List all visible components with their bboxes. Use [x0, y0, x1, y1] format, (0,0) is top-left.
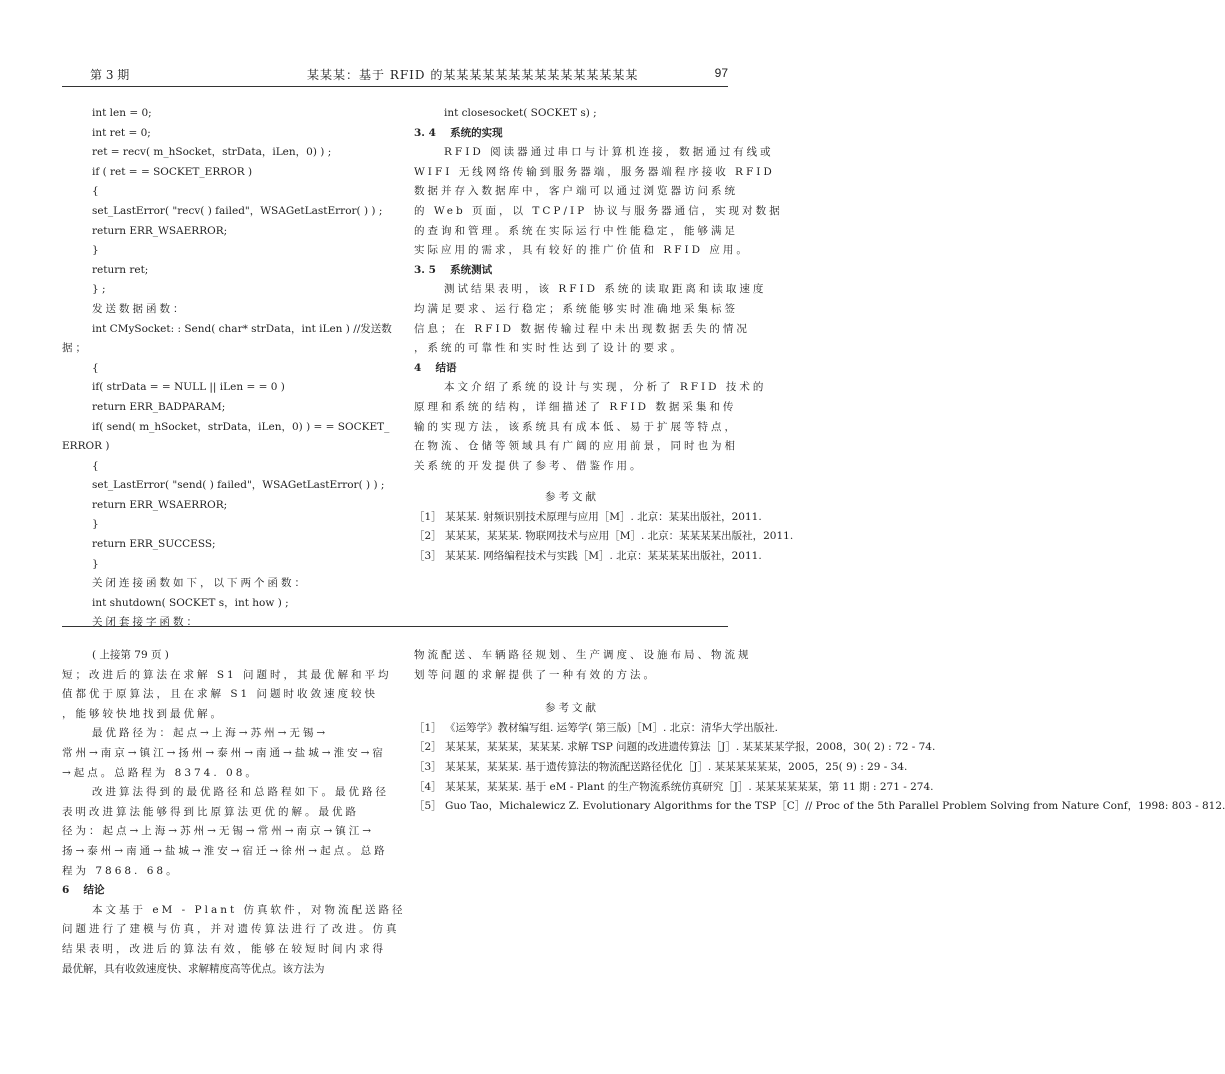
text-line: { — [92, 459, 99, 472]
text-line: set_LastError( "recv( ) failed"，WSAGetLastError( ) ) ; — [92, 204, 383, 217]
text-line: 短；改进后的算法在求解 S1 问题时，其最优解和平均 — [62, 668, 392, 681]
reference-item: ［5］ Guo Tao，Michalewicz Z. Evolutionary Algorithms for the TSP［C］// Proc of the 5th Parallel Problem Solving from Nature Conf，1998: 803 - 812. — [414, 800, 1225, 813]
text-line: 3. 5 系统测试 — [414, 263, 493, 276]
header-rule — [62, 86, 728, 87]
text-line: 表明改进算法能够得到比原算法更优的解。最优路 — [62, 805, 359, 818]
text-line: if( strData = = NULL || iLen = = 0 ) — [92, 381, 285, 394]
running-title: 某某某：基于 RFID 的某某某某某某某某某某某某某某某 — [307, 68, 639, 82]
text-line: 关闭套接字函数： — [92, 616, 200, 629]
text-line: 输的实现方法，该系统具有成本低、易于扩展等特点， — [414, 420, 738, 433]
text-line: 最优路径为：起点→上海→苏州→无锡→ — [92, 727, 329, 740]
text-line: 划等问题的求解提供了一种有效的方法。 — [414, 668, 657, 681]
text-line: ，系统的可靠性和实时性达到了设计的要求。 — [414, 342, 684, 355]
text-line: 关系统的开发提供了参考、借鉴作用。 — [414, 459, 644, 472]
text-line: 据； — [62, 342, 89, 355]
text-line: return ERR_BADPARAM; — [92, 400, 226, 413]
text-line: 3. 4 系统的实现 — [414, 126, 503, 139]
text-line: int closesocket( SOCKET s) ; — [444, 107, 597, 119]
text-line: 的 Web 页面，以 TCP/IP 协议与服务器通信，实现对数据 — [414, 204, 783, 217]
text-line: 发送数据函数： — [92, 302, 187, 315]
text-line: return ERR_SUCCESS; — [92, 538, 216, 551]
lower-left-column — [62, 646, 406, 979]
text-line: { — [92, 361, 99, 374]
reference-item: ［2］ 某某某，某某某，某某某. 求解 TSP 问题的改进遗传算法［J］. 某某某某学报，2008，30( 2) : 72 - 74. — [414, 741, 936, 754]
text-line: return ret; — [92, 263, 149, 276]
text-line: ERROR ) — [62, 440, 110, 453]
text-line: 最优解，具有收敛速度快、求解精度高等优点。该方法为 — [62, 962, 325, 975]
text-line: 物流配送、车辆路径规划、生产调度、设施布局、物流规 — [414, 649, 752, 661]
text-line: 常州→南京→镇江→扬州→泰州→南通→盐城→淮安→宿 — [62, 746, 386, 759]
text-line: if ( ret = = SOCKET_ERROR ) — [92, 165, 253, 178]
text-line: 在物流、仓储等领域具有广阔的应用前景，同时也为相 — [414, 440, 738, 453]
text-line: } ; — [92, 283, 106, 296]
text-line: WIFI 无线网络传输到服务器端，服务器端程序接收 RFID — [414, 165, 775, 178]
text-line: if( send( m_hSocket，strData，iLen，0) ) = = SOCKET_ — [92, 420, 390, 433]
reference-item: ［1］ 某某某. 射频识别技术原理与应用［M］. 北京：某某出版社，2011. — [414, 510, 762, 523]
lower-right-column — [414, 646, 1225, 817]
references-title: 参考文献 — [545, 702, 599, 715]
text-line: int shutdown( SOCKET s，int how ) ; — [92, 596, 289, 609]
text-line: ret = recv( m_hSocket，strData，iLen，0) ) ; — [92, 146, 332, 159]
text-line: 6 结论 — [62, 884, 105, 897]
upper-right-column — [414, 104, 794, 567]
text-line: set_LastError( "send( ) failed"，WSAGetLastError( ) ) ; — [92, 479, 385, 492]
text-line: { — [92, 185, 99, 198]
page-number: 97 — [714, 66, 728, 80]
running-header — [62, 66, 728, 88]
text-line: 问题进行了建模与仿真，并对遗传算法进行了改进。仿真 — [62, 923, 400, 936]
text-line: } — [92, 518, 99, 531]
text-line: int CMySocket: : Send( char* strData，int iLen ) //发送数 — [92, 322, 392, 335]
section-divider — [62, 626, 728, 627]
reference-item: ［3］ 某某某，某某某. 基于遗传算法的物流配送路径优化［J］. 某某某某某某，2005，25( 9) : 29 - 34. — [414, 760, 908, 773]
text-line: 数据并存入数据库中，客户端可以通过浏览器访问系统 — [414, 185, 738, 198]
text-line: ，能够较快地找到最优解。 — [62, 707, 224, 720]
text-line: } — [92, 244, 99, 257]
text-line: 的查询和管理。系统在实际运行中性能稳定，能够满足 — [414, 224, 738, 237]
text-line: 信息；在 RFID 数据传输过程中未出现数据丢失的情况 — [414, 322, 750, 335]
text-line: →起点。总路程为 8374. 08。 — [62, 766, 259, 779]
references-title: 参考文献 — [545, 491, 599, 504]
text-line: 4 结语 — [414, 361, 457, 374]
reference-item: ［2］ 某某某，某某某. 物联网技术与应用［M］. 北京：某某某某出版社，2011. — [414, 530, 794, 543]
text-line: } — [92, 557, 99, 570]
text-line: 径为：起点→上海→苏州→无锡→常州→南京→镇江→ — [62, 825, 375, 838]
text-line: 本文基于 eM - Plant 仿真软件，对物流配送路径 — [92, 903, 406, 916]
text-line: 原理和系统的结构，详细描述了 RFID 数据采集和传 — [414, 400, 737, 413]
text-line: 扬→泰州→南通→盐城→淮安→宿迁→徐州→起点。总路 — [62, 844, 388, 857]
text-line: int len = 0; — [92, 107, 152, 119]
text-line: 关闭连接函数如下，以下两个函数： — [92, 577, 308, 590]
text-line: int ret = 0; — [92, 126, 151, 139]
text-line: 结果表明，改进后的算法有效，能够在较短时间内求得 — [62, 942, 386, 955]
reference-item: ［1］ 《运筹学》教材编写组. 运筹学( 第三版)［M］. 北京：清华大学出版社. — [414, 721, 778, 734]
text-line: 实际应用的需求，具有较好的推广价值和 RFID 应用。 — [414, 244, 750, 257]
reference-item: ［4］ 某某某，某某某. 基于 eM - Plant 的生产物流系统仿真研究［J］. 某某某某某某，第 11 期 : 271 - 274. — [414, 780, 934, 793]
upper-left-column — [62, 104, 392, 633]
text-line: 值都优于原算法，且在求解 S1 问题时收敛速度较快 — [62, 688, 379, 701]
text-line: return ERR_WSAERROR; — [92, 224, 228, 237]
text-line: 程为 7868. 68。 — [62, 864, 180, 877]
text-line: 改进算法得到的最优路径和总路程如下。最优路径 — [92, 786, 389, 799]
text-line: ( 上接第 79 页 ) — [92, 649, 169, 661]
text-line: RFID 阅读器通过串口与计算机连接，数据通过有线或 — [444, 146, 774, 159]
reference-item: ［3］ 某某某. 网络编程技术与实践［M］. 北京：某某某某出版社，2011. — [414, 550, 762, 563]
text-line: 均满足要求、运行稳定；系统能够实时准确地采集标签 — [414, 302, 738, 315]
text-line: 测试结果表明，该 RFID 系统的读取距离和读取速度 — [444, 283, 767, 296]
text-line: return ERR_WSAERROR; — [92, 498, 228, 511]
issue-number: 第 3 期 — [90, 68, 130, 82]
text-line: 本文介绍了系统的设计与实现，分析了 RFID 技术的 — [444, 381, 767, 394]
